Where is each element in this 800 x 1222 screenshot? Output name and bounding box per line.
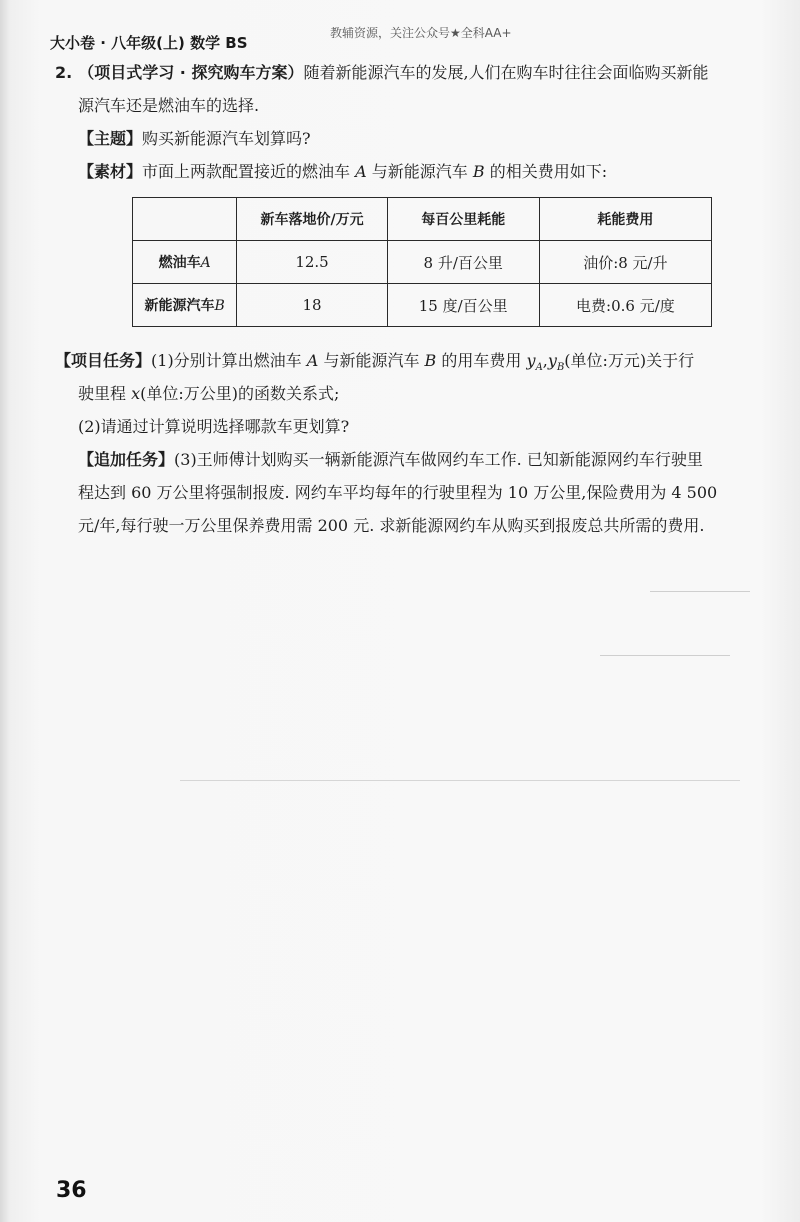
task1-line2-text-b: (单位:万公里)的函数关系式; (140, 384, 340, 403)
table-header-cell: 耗能费用 (539, 198, 711, 241)
task2-line (55, 410, 775, 443)
question-content (55, 56, 775, 188)
question-tag: （项目式学习 · 探究购车方案） (78, 63, 304, 82)
task1-var-b: B (424, 351, 437, 370)
task3-line-1 (55, 443, 775, 476)
theme-line (55, 122, 775, 155)
row-label-var: B (214, 298, 225, 314)
table-header-cell (133, 198, 237, 241)
task1-var-y2: y (547, 351, 557, 370)
material-var-a: A (355, 162, 367, 181)
task3-text-1: (3)王师傅计划购买一辆新能源汽车做网约车工作. 已知新能源网约车行驶里 (174, 450, 703, 469)
task1-comma: , (542, 351, 548, 370)
faint-rule (180, 780, 740, 781)
material-var-b: B (472, 162, 485, 181)
task1-var-y: y (526, 351, 536, 370)
task1-line2-text-a: 驶里程 (78, 384, 127, 403)
intro-text-1: 随着新能源汽车的发展,人们在购车时往往会面临购买新能 (303, 63, 709, 82)
tasks-section (55, 344, 775, 542)
question-number: 2. (55, 63, 73, 82)
table-cell-price: 12.5 (237, 241, 387, 284)
material-text-1: 市面上两款配置接近的燃油车 (142, 162, 351, 181)
task1-var-x: x (131, 384, 141, 403)
table-header-row (133, 198, 712, 241)
task3-line-3 (55, 509, 775, 542)
material-tag: 【素材】 (78, 162, 143, 181)
faint-rule (600, 655, 730, 656)
theme-tag: 【主题】 (78, 129, 143, 148)
table-header-cell: 新车落地价/万元 (237, 198, 387, 241)
task1-line-2 (55, 377, 775, 410)
table-cell-cost: 油价:8 元/升 (539, 241, 711, 284)
row-label-name: 新能源汽车 (144, 298, 215, 314)
watermark-text: 教辅资源，关注公众号★全科AA+ (330, 26, 512, 40)
task2-text: (2)请通过计算说明选择哪款车更划算? (78, 417, 350, 436)
faint-rule (650, 591, 750, 592)
table-cell-cost: 电费:0.6 元/度 (539, 284, 711, 327)
table-cell-consumption: 8 升/百公里 (387, 241, 539, 284)
table-row (133, 284, 712, 327)
row-label-var: A (200, 255, 211, 271)
row-label (133, 241, 237, 284)
question-intro-line-1 (55, 56, 775, 89)
page-header (50, 24, 770, 54)
material-line (55, 155, 775, 188)
task1-line-1 (55, 344, 775, 377)
task-tag: 【项目任务】 (55, 351, 152, 370)
question-intro-line-2 (55, 89, 775, 122)
page-number: 36 (56, 1178, 87, 1203)
table-cell-consumption: 15 度/百公里 (387, 284, 539, 327)
task1-var-a: A (306, 351, 319, 370)
theme-text: 购买新能源汽车划算吗? (142, 129, 311, 148)
task1-text-c: 的用车费用 (441, 351, 522, 370)
task1-sub-a: A (535, 362, 543, 374)
intro-text-2: 源汽车还是燃油车的选择. (78, 96, 260, 115)
task1-text-d: (单位:万元)关于行 (564, 351, 695, 370)
task3-line-2 (55, 476, 775, 509)
task3-text-2: 程达到 60 万公里将强制报废. 网约车平均每年的行驶里程为 10 万公里,保险费用为 4 500 (78, 483, 718, 502)
table-header-cell: 每百公里耗能 (387, 198, 539, 241)
extra-task-tag: 【追加任务】 (78, 450, 175, 469)
task1-text-a: (1)分别计算出燃油车 (151, 351, 302, 370)
table-row (133, 241, 712, 284)
task1-text-b: 与新能源汽车 (323, 351, 420, 370)
material-text-3: 的相关费用如下: (489, 162, 608, 181)
row-label (133, 284, 237, 327)
book-title: 大小卷 · 八年级(上) 数学 BS (50, 34, 248, 52)
cost-table (132, 197, 712, 327)
table-cell-price: 18 (237, 284, 387, 327)
material-text-2: 与新能源汽车 (371, 162, 468, 181)
row-label-name: 燃油车 (158, 255, 201, 271)
task3-text-3: 元/年,每行驶一万公里保养费用需 200 元. 求新能源网约车从购买到报废总共所需的费用. (78, 516, 705, 535)
task1-sub-b: B (556, 362, 565, 374)
